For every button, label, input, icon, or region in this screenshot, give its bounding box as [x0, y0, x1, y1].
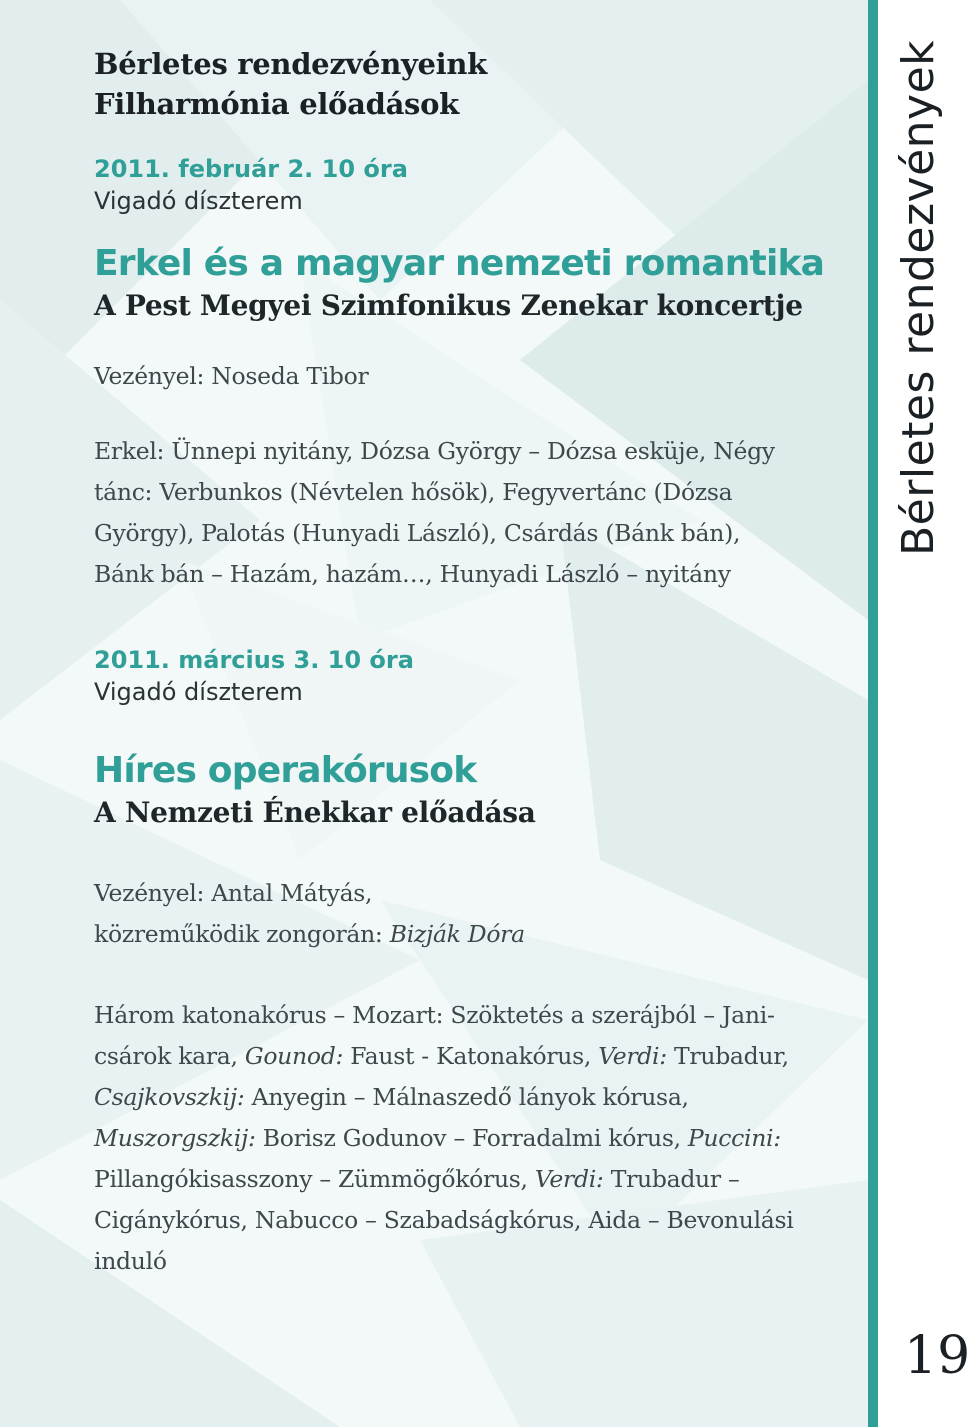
- program-text: Trubadur –: [603, 1165, 740, 1193]
- program-text: Anyegin – Málnaszedő lányok kórusa,: [244, 1083, 689, 1111]
- event-program: [94, 431, 854, 595]
- composer-name: Gounod:: [244, 1042, 344, 1070]
- event-1: [94, 154, 854, 595]
- composer-name: Verdi:: [534, 1165, 604, 1193]
- soloist-label: közreműködik zongorán:: [94, 920, 390, 948]
- program-line: György), Palotás (Hunyadi László), Csárdás (Bánk bán),: [94, 519, 741, 547]
- page-number: 19: [904, 1326, 970, 1386]
- composer-name: Csajkovszkij:: [94, 1083, 245, 1111]
- program-line: [94, 1118, 854, 1159]
- soloist-name: Bizják Dóra: [389, 920, 525, 948]
- program-text: csárok kara,: [94, 1042, 245, 1070]
- event-date: 2011. február 2. 10 óra: [94, 155, 408, 183]
- program-line: Három katonakórus – Mozart: Szöktetés a szerájból – Jani-: [94, 1001, 775, 1029]
- event-venue: Vigadó díszterem: [94, 678, 303, 706]
- side-section-title: Bérletes rendezvények: [893, 40, 944, 557]
- accent-rule: [868, 0, 878, 1427]
- composer-name: Verdi:: [598, 1042, 667, 1070]
- event-program: [94, 995, 854, 1282]
- program-text: Faust - Katonakórus,: [343, 1042, 599, 1070]
- program-line: [94, 1159, 854, 1200]
- program-line: [94, 1036, 854, 1077]
- program-text: Pillangókisasszony – Zümmögőkórus,: [94, 1165, 535, 1193]
- conductor-line: [94, 914, 854, 955]
- composer-name: Muszorgszkij:: [94, 1124, 256, 1152]
- program-line: [94, 1077, 854, 1118]
- header-line-1: Bérletes rendezvényeink: [94, 47, 487, 81]
- event-subtitle: A Nemzeti Énekkar előadása: [94, 796, 536, 829]
- program-text: Borisz Godunov – Forradalmi kórus,: [255, 1124, 688, 1152]
- event-venue: Vigadó díszterem: [94, 187, 303, 215]
- composer-name: Puccini:: [687, 1124, 781, 1152]
- program-line: induló: [94, 1247, 167, 1275]
- program-line: tánc: Verbunkos (Névtelen hősök), Fegyvertánc (Dózsa: [94, 478, 733, 506]
- event-conductor: [94, 873, 854, 955]
- program-line: Erkel: Ünnepi nyitány, Dózsa György – Dózsa esküje, Négy: [94, 437, 775, 465]
- event-title: Erkel és a magyar nemzeti romantika: [94, 243, 825, 284]
- conductor-line: Vezényel: Antal Mátyás,: [94, 879, 373, 907]
- program-line: Bánk bán – Hazám, hazám…, Hunyadi László – nyitány: [94, 560, 731, 588]
- content: [94, 44, 854, 1282]
- event-title: Híres operakórusok: [94, 750, 477, 791]
- program-line: Cigánykórus, Nabucco – Szabadságkórus, Aida – Bevonulási: [94, 1206, 794, 1234]
- event-conductor: Vezényel: Noseda Tibor: [94, 362, 369, 390]
- header-line-2: Filharmónia előadások: [94, 87, 459, 121]
- program-text: Trubadur,: [666, 1042, 789, 1070]
- event-2: [94, 645, 854, 1282]
- event-subtitle: A Pest Megyei Szimfonikus Zenekar koncertje: [94, 289, 803, 322]
- event-date: 2011. március 3. 10 óra: [94, 646, 414, 674]
